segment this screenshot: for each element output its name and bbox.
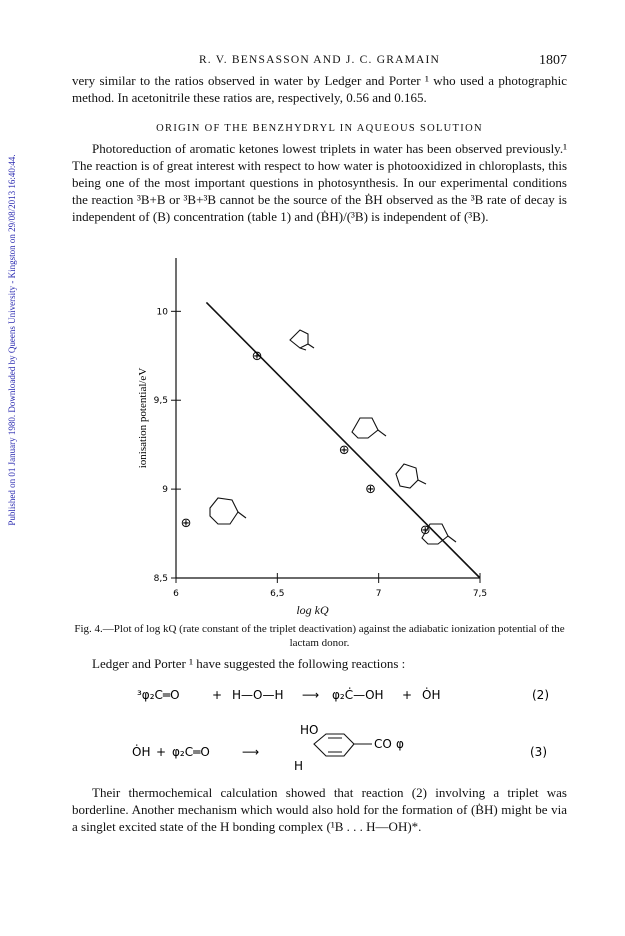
eq2-plus2: + xyxy=(402,688,413,702)
eq2-plus1: + xyxy=(212,688,223,702)
eq3-reactant2: φ₂C═O xyxy=(172,745,210,759)
lactam-structures xyxy=(210,330,456,544)
eq3-label-h: H xyxy=(294,759,304,773)
x-tick-label: 7 xyxy=(375,589,382,599)
intro-paragraph xyxy=(72,72,567,106)
eq2-product2: ȮH xyxy=(422,688,441,702)
lactam-structure-2 xyxy=(352,418,386,438)
eq2-product1: φ₂Ċ—OH xyxy=(332,688,384,702)
page-number: 1807 xyxy=(539,53,567,68)
eq2-reactant1: ³φ₂C═O xyxy=(137,688,180,702)
eq3-cyclohexadienyl-ring xyxy=(314,734,354,756)
figure-4 xyxy=(120,248,500,608)
y-tick-label: 10 xyxy=(156,307,168,318)
equation-3 xyxy=(72,720,567,780)
fit-line xyxy=(206,302,480,578)
data-point: ⊕ xyxy=(180,515,192,531)
lactam-structure-5 xyxy=(210,498,246,524)
running-head-authors: R. V. BENSASSON AND J. C. GRAMAIN xyxy=(198,54,441,66)
page-header xyxy=(72,54,567,72)
section-heading: ORIGIN OF THE BENZHYDRYL IN AQUEOUS SOLUTION xyxy=(156,123,483,134)
eq2-number: (2) xyxy=(532,688,549,702)
lactam-structure-3 xyxy=(396,464,426,488)
x-tick-label: 7,5 xyxy=(472,589,488,599)
x-tick-label: 6 xyxy=(173,589,179,599)
paragraph-thermochemical-text: Their thermochemical calculation showed that reaction (2) involving a triplet was borderline. Another mechanism which would also hold for the formation of (ḂH) might be via a singlet excited state of the H bonding complex (¹B . . . H—OH)*. xyxy=(72,785,567,834)
y-tick-label: 8,5 xyxy=(153,574,168,584)
eq3-label-phi: φ xyxy=(396,737,404,751)
download-notice xyxy=(0,95,18,585)
eq2-arrow: ⟶ xyxy=(302,688,320,702)
y-tick-label: 9,5 xyxy=(153,396,168,407)
chart-marks xyxy=(181,302,480,578)
eq3-label-co: CO xyxy=(374,737,392,751)
data-point: ⊕ xyxy=(419,523,431,538)
equation-2 xyxy=(72,675,567,715)
data-point: ⊕ xyxy=(365,482,377,498)
figure-caption: Fig. 4.—Plot of log kQ (rate constant of the triplet deactivation) against the adiabatic ionization potential of the lactam donor. xyxy=(74,623,565,649)
eq2-reactant2: H—O—H xyxy=(232,688,284,702)
eq3-reactant1: ȮH xyxy=(132,745,151,759)
eq3-arrow: ⟶ xyxy=(242,745,260,759)
x-axis-title: log kQ xyxy=(296,603,329,617)
x-tick-label: 6,5 xyxy=(270,589,285,599)
download-notice-text: Published on 01 January 1980. Downloaded by Queens University - Kingston on 29/08/2013 16:40:44. xyxy=(7,154,17,526)
eq3-number: (3) xyxy=(530,745,547,759)
ip-vs-logk-chart xyxy=(120,248,500,608)
paragraph-photoreduction-text: Photoreduction of aromatic ketones lowest triplets in water has been observed previously.¹ The reaction is of great interest with respect to how water is photooxidized in chloroplasts, this being one of the most important questions in photosynthesis. In our experimental conditions the reaction ³B+B or ³B+³B cannot be the source of the ḂH observed as the ³B rate of decay is independent of (B) concentration (table 1) and (ḂH)/(³B) is independent of (³B). xyxy=(72,141,567,224)
paragraph-thermochemical xyxy=(72,784,567,835)
chart-axes xyxy=(137,258,487,599)
data-point: ⊕ xyxy=(338,443,350,458)
paragraph-photoreduction xyxy=(72,140,567,225)
paragraph-ledger xyxy=(72,655,567,672)
y-axis-title: ionisation potential/eV xyxy=(137,367,149,469)
eq3-label-ho: HO xyxy=(300,723,319,737)
data-point: ⊕ xyxy=(251,348,263,364)
paragraph-ledger-text: Ledger and Porter ¹ have suggested the following reactions : xyxy=(92,656,406,671)
y-tick-label: 9 xyxy=(162,485,168,496)
lactam-structure-1 xyxy=(290,330,314,350)
eq3-plus: + xyxy=(156,745,167,759)
intro-paragraph-text: very similar to the ratios observed in water by Ledger and Porter ¹ who used a photographic method. In acetonitrile these ratios are, respectively, 0.56 and 0.165. xyxy=(72,73,567,105)
